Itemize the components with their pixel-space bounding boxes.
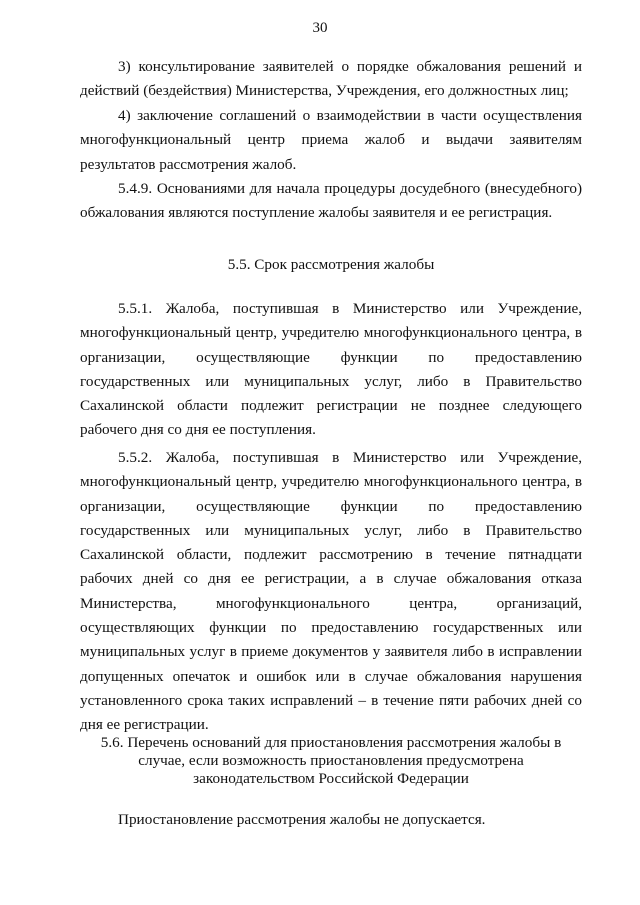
paragraph-5-5-1: 5.5.1. Жалоба, поступившая в Министерство или Учреждение, многофункциональный центр, учредителю многофункционального центра, в организации, осуществляющие функции по предоставлению государственных или муниципальных услуг, либо в Правительство Сахалинской области подлежит регистрации не позднее следующего рабочего дня со дня ее поступления. bbox=[80, 300, 582, 439]
page-number: 30 bbox=[312, 20, 328, 36]
section-heading-5-5: 5.5. Срок рассмотрения жалобы bbox=[227, 256, 435, 273]
paragraph-5-5-2: 5.5.2. Жалоба, поступившая в Министерство или Учреждение, многофункциональный центр, учредителю многофункционального центра, в организации, осуществляющие функции по предоставлению государственных или муниципальных услуг, либо в Правительство Сахалинской области, подлежит рассмотрению в течение пятнадцати рабочих дней со дня ее регистрации, а в случае обжалования отказа Министерства, многофункционального центра, организаций, осуществляющих функции по предоставлению государственных или муниципальных услуг в приеме документов у заявителя либо в исправлении допущенных опечаток и ошибок или в случае обжалования нарушения установленного срока таких исправлений – в течение пяти рабочих дней со дня ее регистрации. bbox=[80, 449, 582, 734]
section-heading-5-6 bbox=[80, 734, 582, 788]
paragraph-item-3: 3) консультирование заявителей о порядке обжалования решений и действий (бездействия) Министерства, Учреждения, его должностных лиц; bbox=[80, 58, 582, 100]
section-heading-5-6-line-2: случае, если возможность приостановления предусмотрена bbox=[138, 752, 524, 769]
paragraph-5-4-9: 5.4.9. Основаниями для начала процедуры досудебного (внесудебного) обжалования являются поступление жалобы заявителя и ее регистрация. bbox=[80, 180, 582, 222]
section-heading-5-6-line-1: 5.6. Перечень оснований для приостановления рассмотрения жалобы в bbox=[100, 734, 562, 751]
section-heading-5-6-line-3: законодательством Российской Федерации bbox=[193, 770, 469, 787]
paragraph-suspension: Приостановление рассмотрения жалобы не допускается. bbox=[118, 811, 486, 828]
paragraph-item-4: 4) заключение соглашений о взаимодействии в части осуществления многофункциональный центр приема жалоб и выдачи заявителям результатов рассмотрения жалоб. bbox=[80, 107, 582, 173]
